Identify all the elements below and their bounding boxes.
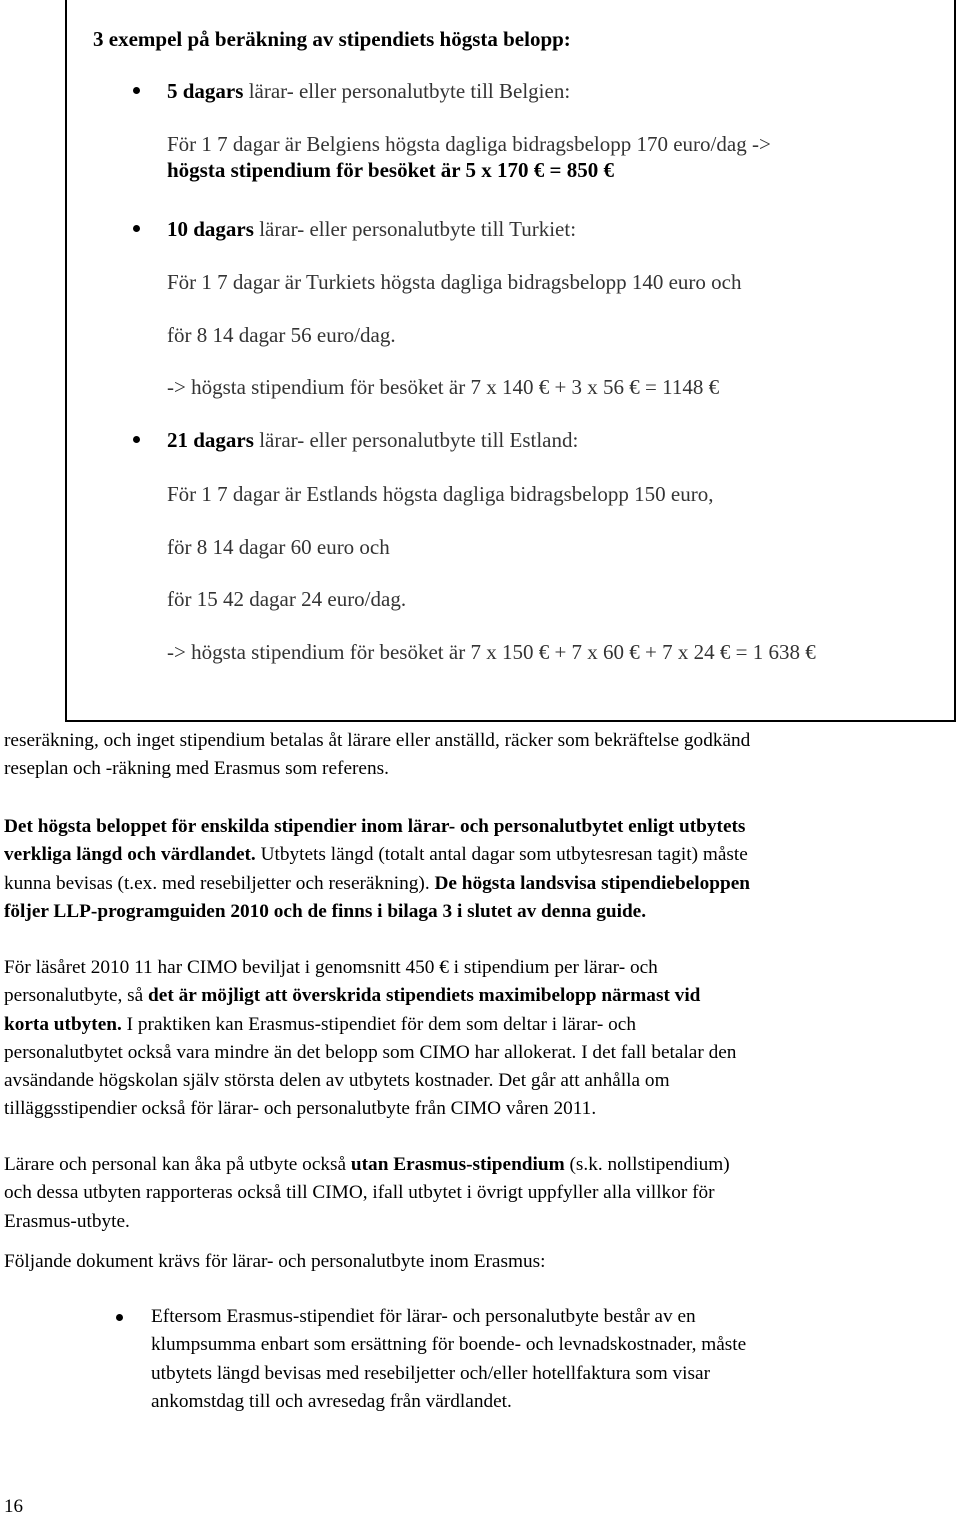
example-1-line-2: högsta stipendium för besöket är 5 x 170 € = 850 € [167, 158, 614, 182]
example-3-line-3: för 15 42 dagar 24 euro/dag. [167, 587, 407, 611]
example-3-line-1: För 1 7 dagar är Estlands högsta dagliga bidragsbelopp 150 euro, [167, 482, 714, 506]
example-2-line-1: För 1 7 dagar är Turkiets högsta dagliga bidragsbelopp 140 euro och [167, 270, 742, 294]
paragraph-line: verkliga längd och värdlandet. Utbytets längd (totalt antal dagar som utbytesresan tagit) måste [4, 844, 748, 866]
bullet-icon [133, 436, 140, 443]
example-2-line-3: -> högsta stipendium för besöket är 7 x 140 € + 3 x 56 € = 1148 € [167, 375, 720, 399]
bullet-icon [133, 87, 140, 94]
example-3-line-4: -> högsta stipendium för besöket är 7 x 150 € + 7 x 60 € + 7 x 24 € = 1 638 € [167, 640, 816, 664]
example-3-heading: 21 dagars lärar- eller personalutbyte till Estland: [167, 428, 579, 452]
example-box-title: 3 exempel på beräkning av stipendiets högsta belopp: [93, 27, 571, 51]
list-item-line: utbytets längd bevisas med resebiljetter och/eller hotellfaktura som visar [151, 1362, 710, 1384]
list-item-line: Eftersom Erasmus-stipendiet för lärar- och personalutbyte består av en [151, 1306, 696, 1327]
bullet-icon [133, 225, 140, 232]
paragraph-hogsta-beloppet [4, 813, 956, 926]
paragraph-line: reseplan och -räkning med Erasmus som referens. [4, 758, 389, 780]
paragraph-line: och dessa utbyten rapporteras också till CIMO, ifall utbytet i övrigt uppfyller alla villkor för [4, 1182, 715, 1204]
paragraph-line: Följande dokument krävs för lärar- och personalutbyte inom Erasmus: [4, 1251, 546, 1272]
paragraph-line: följer LLP-programguiden 2010 och de finns i bilaga 3 i slutet av denna guide. [4, 900, 647, 922]
paragraph-line: Det högsta beloppet för enskilda stipendier inom lärar- och personalutbytet enligt utbytets [4, 816, 746, 837]
paragraph-line: kunna bevisas (t.ex. med resebiljetter och reseräkning). De högsta landsvisa stipendiebeloppen [4, 872, 751, 894]
paragraph-line: reseräkning, och inget stipendium betalas åt lärare eller anställd, räcker som bekräftelse godkänd [4, 730, 751, 751]
list-item [151, 1303, 951, 1416]
example-2-line-2: för 8 14 dagar 56 euro/dag. [167, 323, 396, 347]
example-1-line-1: För 1 7 dagar är Belgiens högsta dagliga bidragsbelopp 170 euro/dag -> [167, 132, 771, 156]
paragraph-nollstipendium [4, 1151, 956, 1236]
example-3-line-2: för 8 14 dagar 60 euro och [167, 535, 390, 559]
paragraph-line: Lärare och personal kan åka på utbyte också utan Erasmus-stipendium (s.k. nollstipendium) [4, 1154, 730, 1175]
bullet-icon [116, 1314, 123, 1321]
paragraph-line: Erasmus-utbyte. [4, 1210, 130, 1232]
example-2-heading: 10 dagars lärar- eller personalutbyte till Turkiet: [167, 217, 577, 241]
paragraph-lasaret [4, 954, 956, 1124]
paragraph-line: För läsåret 2010 11 har CIMO beviljat i genomsnitt 450 € i stipendium per lärar- och [4, 957, 658, 978]
example-box [65, 0, 956, 722]
example-1-heading: 5 dagars lärar- eller personalutbyte till Belgien: [167, 79, 571, 103]
paragraph-line: personalutbytet också vara mindre än det belopp som CIMO har allokerat. I det fall betalar den [4, 1041, 737, 1063]
page-number: 16 [4, 1496, 23, 1517]
paragraph-line: personalutbyte, så det är möjligt att överskrida stipendiets maximibelopp närmast vid [4, 985, 701, 1007]
paragraph-reseräkning [4, 727, 956, 784]
list-item-line: ankomstdag till och avresedag från värdlandet. [151, 1390, 512, 1412]
paragraph-line: avsändande högskolan själv största delen av utbytets kostnader. Det går att anhålla om [4, 1070, 670, 1092]
paragraph-line: korta utbyten. I praktiken kan Erasmus-stipendiet för dem som deltar i lärar- och [4, 1013, 636, 1035]
paragraph-dokument [4, 1248, 956, 1276]
paragraph-line: tilläggsstipendier också för lärar- och personalutbyte från CIMO våren 2011. [4, 1098, 597, 1120]
list-item-line: klumpsumma enbart som ersättning för boende- och levnadskostnader, måste [151, 1334, 747, 1356]
